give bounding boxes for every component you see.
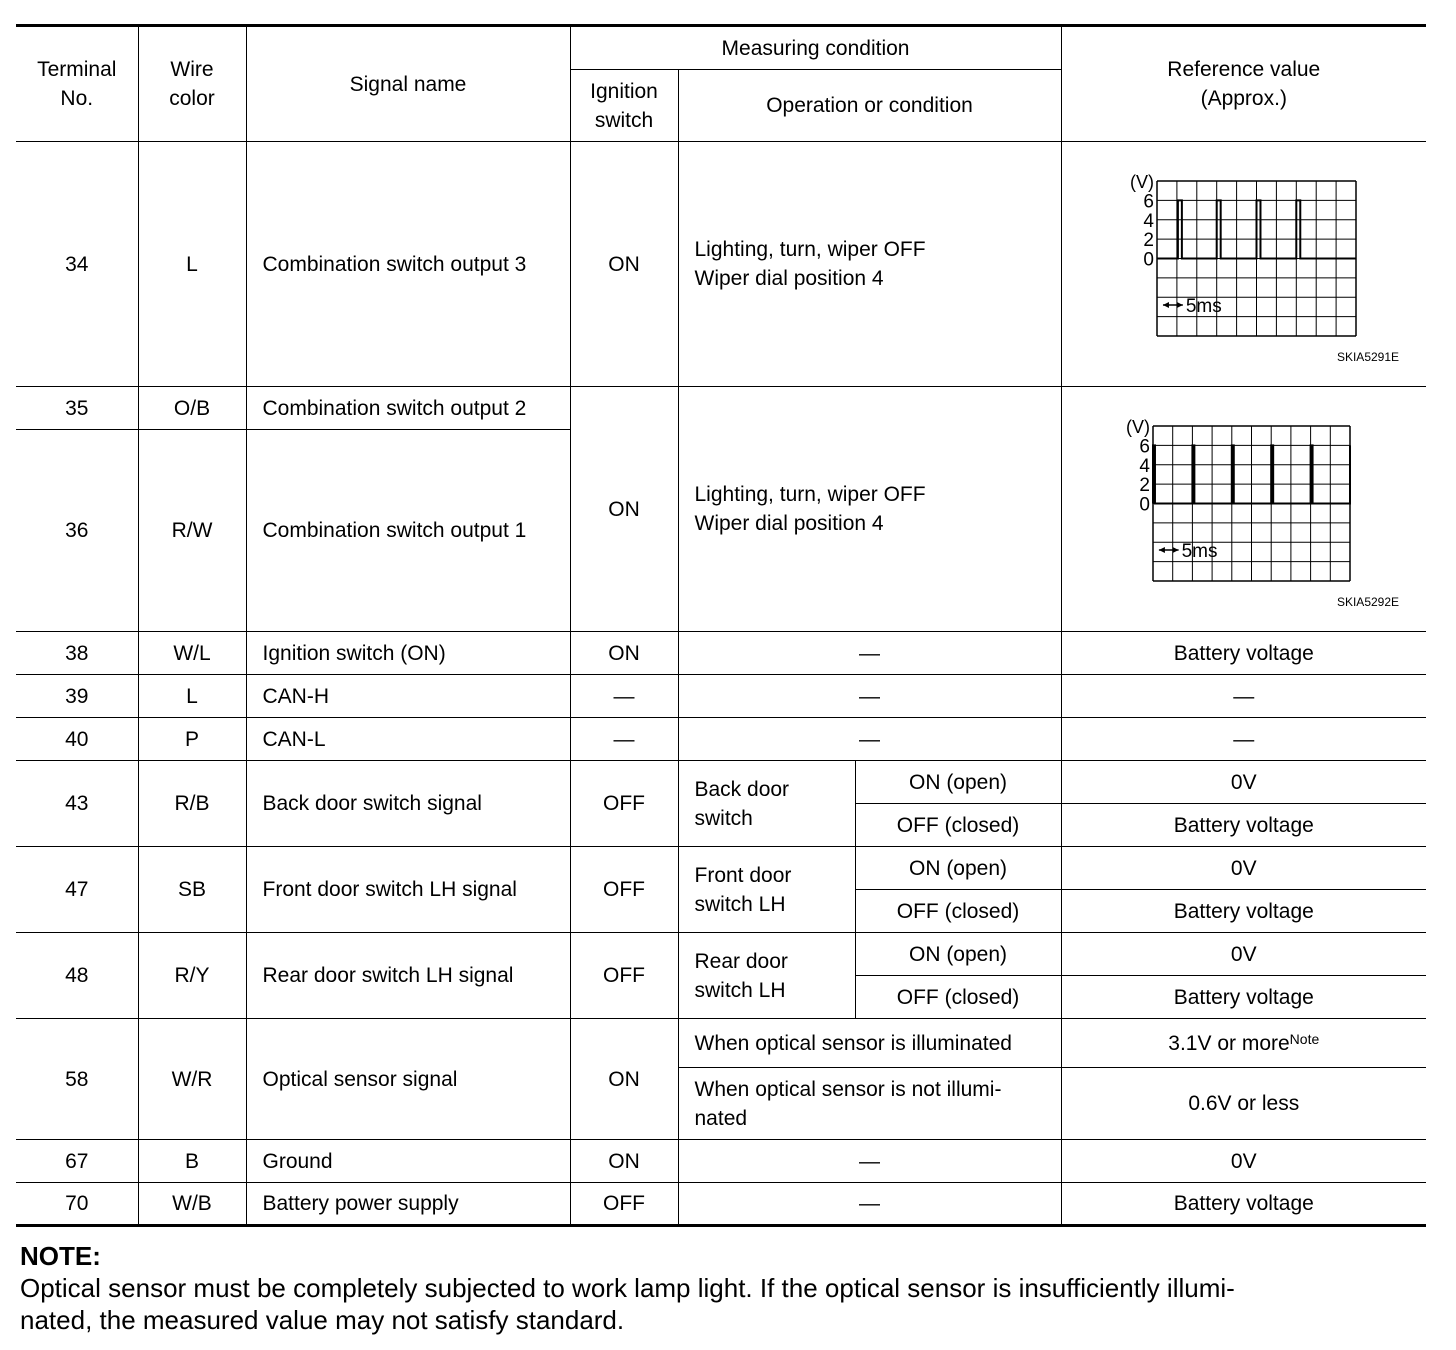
ignition-state: ON <box>570 142 678 387</box>
ignition-state: — <box>570 675 678 718</box>
wire-color: R/B <box>138 761 246 847</box>
wire-color: W/B <box>138 1183 246 1226</box>
signal-name: Back door switch signal <box>246 761 570 847</box>
arrow-head-right <box>1176 302 1182 308</box>
reference-value: Battery voltage <box>1061 976 1426 1019</box>
signal-name: Optical sensor signal <box>246 1019 570 1140</box>
operation-condition: — <box>678 1140 1061 1183</box>
terminal-no: 58 <box>16 1019 138 1140</box>
switch-state-open: ON (open) <box>855 847 1061 890</box>
operation-condition: — <box>678 632 1061 675</box>
reference-value: 0.6V or less <box>1061 1068 1426 1140</box>
ignition-state: — <box>570 718 678 761</box>
switch-name: Back door switch <box>678 761 855 847</box>
time-scale-label: 5ms <box>1181 540 1218 562</box>
wire-color: B <box>138 1140 246 1183</box>
arrow-head-left <box>1158 547 1164 553</box>
signal-name: Combination switch output 3 <box>246 142 570 387</box>
reference-value: — <box>1061 718 1426 761</box>
ignition-state: ON <box>570 1019 678 1140</box>
wire-color: W/R <box>138 1019 246 1140</box>
operation-condition: When optical sensor is not illumi- nated <box>678 1068 1061 1140</box>
header-wire-color: Wire color <box>138 26 246 142</box>
note-section <box>20 1240 1426 1336</box>
wire-color: W/L <box>138 632 246 675</box>
reference-value: 0V <box>1061 847 1426 890</box>
note-title: NOTE: <box>20 1241 101 1271</box>
terminal-no: 67 <box>16 1140 138 1183</box>
figure-id: SKIA5292E <box>1336 594 1400 609</box>
wire-color: P <box>138 718 246 761</box>
operation-condition: Lighting, turn, wiper OFF Wiper dial position 4 <box>678 142 1061 387</box>
signal-name: CAN-H <box>246 675 570 718</box>
ignition-state: OFF <box>570 933 678 1019</box>
signal-name: Combination switch output 2 <box>246 387 570 430</box>
table-row <box>16 718 1426 761</box>
table-row <box>16 933 1426 976</box>
table-row <box>16 761 1426 804</box>
reference-value: Battery voltage <box>1061 890 1426 933</box>
waveform-trace <box>1157 200 1356 258</box>
note-marker: Note <box>1289 1030 1320 1047</box>
switch-name: Front door switch LH <box>678 847 855 933</box>
note-line-1: Optical sensor must be completely subjected to work lamp light. If the optical sensor is insufficiently illumi- <box>20 1273 1235 1303</box>
terminal-no: 35 <box>16 387 138 430</box>
ignition-state: OFF <box>570 761 678 847</box>
ignition-state: ON <box>570 387 678 632</box>
table-row <box>16 1183 1426 1226</box>
figure-id: SKIA5291E <box>1336 349 1400 364</box>
switch-state-closed: OFF (closed) <box>855 890 1061 933</box>
signal-name: Rear door switch LH signal <box>246 933 570 1019</box>
signal-name: Ignition switch (ON) <box>246 632 570 675</box>
reference-value: 0V <box>1061 761 1426 804</box>
y-tick-label: 6 <box>1142 190 1154 212</box>
terminal-no: 43 <box>16 761 138 847</box>
operation-condition: Lighting, turn, wiper OFF Wiper dial position 4 <box>678 387 1061 632</box>
table-row <box>16 1019 1426 1068</box>
header-signal-name: Signal name <box>246 26 570 142</box>
table-row <box>16 632 1426 675</box>
wire-color: L <box>138 675 246 718</box>
waveform-cell <box>1061 387 1426 632</box>
terminal-no: 70 <box>16 1183 138 1226</box>
signal-name: CAN-L <box>246 718 570 761</box>
y-tick-label: 2 <box>1142 229 1154 251</box>
wire-color: R/Y <box>138 933 246 1019</box>
y-tick-label: 0 <box>1138 494 1150 515</box>
switch-name: Rear door switch LH <box>678 933 855 1019</box>
signal-name: Battery power supply <box>246 1183 570 1226</box>
reference-value: 3.1V or more$^{Note}$ <box>1061 1019 1426 1068</box>
header-reference-value: Reference value (Approx.) <box>1061 26 1426 142</box>
terminal-reference-table <box>16 24 1426 1227</box>
time-scale-label: 5ms <box>1185 295 1222 317</box>
switch-state-closed: OFF (closed) <box>855 976 1061 1019</box>
wire-color: SB <box>138 847 246 933</box>
ignition-state: OFF <box>570 1183 678 1226</box>
y-unit-label: (V) <box>1129 171 1154 192</box>
header-measuring-condition: Measuring condition <box>570 26 1061 70</box>
terminal-no: 38 <box>16 632 138 675</box>
operation-condition: — <box>678 718 1061 761</box>
y-tick-label: 4 <box>1138 455 1150 477</box>
table-row <box>16 142 1426 387</box>
terminal-no: 39 <box>16 675 138 718</box>
reference-value: 0V <box>1061 933 1426 976</box>
table-row <box>16 675 1426 718</box>
terminal-no: 34 <box>16 142 138 387</box>
table-row <box>16 387 1426 430</box>
y-unit-label: (V) <box>1125 416 1150 437</box>
header-operation-condition: Operation or condition <box>678 70 1061 142</box>
table-row <box>16 847 1426 890</box>
terminal-no: 47 <box>16 847 138 933</box>
signal-name: Combination switch output 1 <box>246 430 570 632</box>
y-tick-label: 2 <box>1138 474 1150 496</box>
reference-value: Battery voltage <box>1061 632 1426 675</box>
wire-color: O/B <box>138 387 246 430</box>
reference-value: Battery voltage <box>1061 804 1426 847</box>
terminal-no: 48 <box>16 933 138 1019</box>
wire-color: R/W <box>138 430 246 632</box>
signal-name: Ground <box>246 1140 570 1183</box>
operation-condition: When optical sensor is illuminated <box>678 1019 1061 1068</box>
reference-value: 0V <box>1061 1140 1426 1183</box>
y-tick-label: 0 <box>1142 249 1154 270</box>
header-ignition-switch: Ignition switch <box>570 70 678 142</box>
note-line-2: nated, the measured value may not satisfy standard. <box>20 1305 625 1335</box>
table-row <box>16 1140 1426 1183</box>
operation-condition: — <box>678 675 1061 718</box>
waveform-cell <box>1061 142 1426 387</box>
y-tick-label: 6 <box>1138 435 1150 457</box>
switch-state-open: ON (open) <box>855 761 1061 804</box>
reference-value: — <box>1061 675 1426 718</box>
operation-condition: — <box>678 1183 1061 1226</box>
y-tick-label: 4 <box>1142 210 1154 232</box>
note-text <box>20 1272 1426 1336</box>
ignition-state: OFF <box>570 847 678 933</box>
header-terminal-no: Terminal No. <box>16 26 138 142</box>
terminal-no: 36 <box>16 430 138 632</box>
ignition-state: ON <box>570 1140 678 1183</box>
ignition-state: ON <box>570 632 678 675</box>
switch-state-closed: OFF (closed) <box>855 804 1061 847</box>
arrow-head-right <box>1172 547 1178 553</box>
signal-name: Front door switch LH signal <box>246 847 570 933</box>
reference-value: Battery voltage <box>1061 1183 1426 1226</box>
wire-color: L <box>138 142 246 387</box>
arrow-head-left <box>1162 302 1168 308</box>
terminal-no: 40 <box>16 718 138 761</box>
switch-state-open: ON (open) <box>855 933 1061 976</box>
